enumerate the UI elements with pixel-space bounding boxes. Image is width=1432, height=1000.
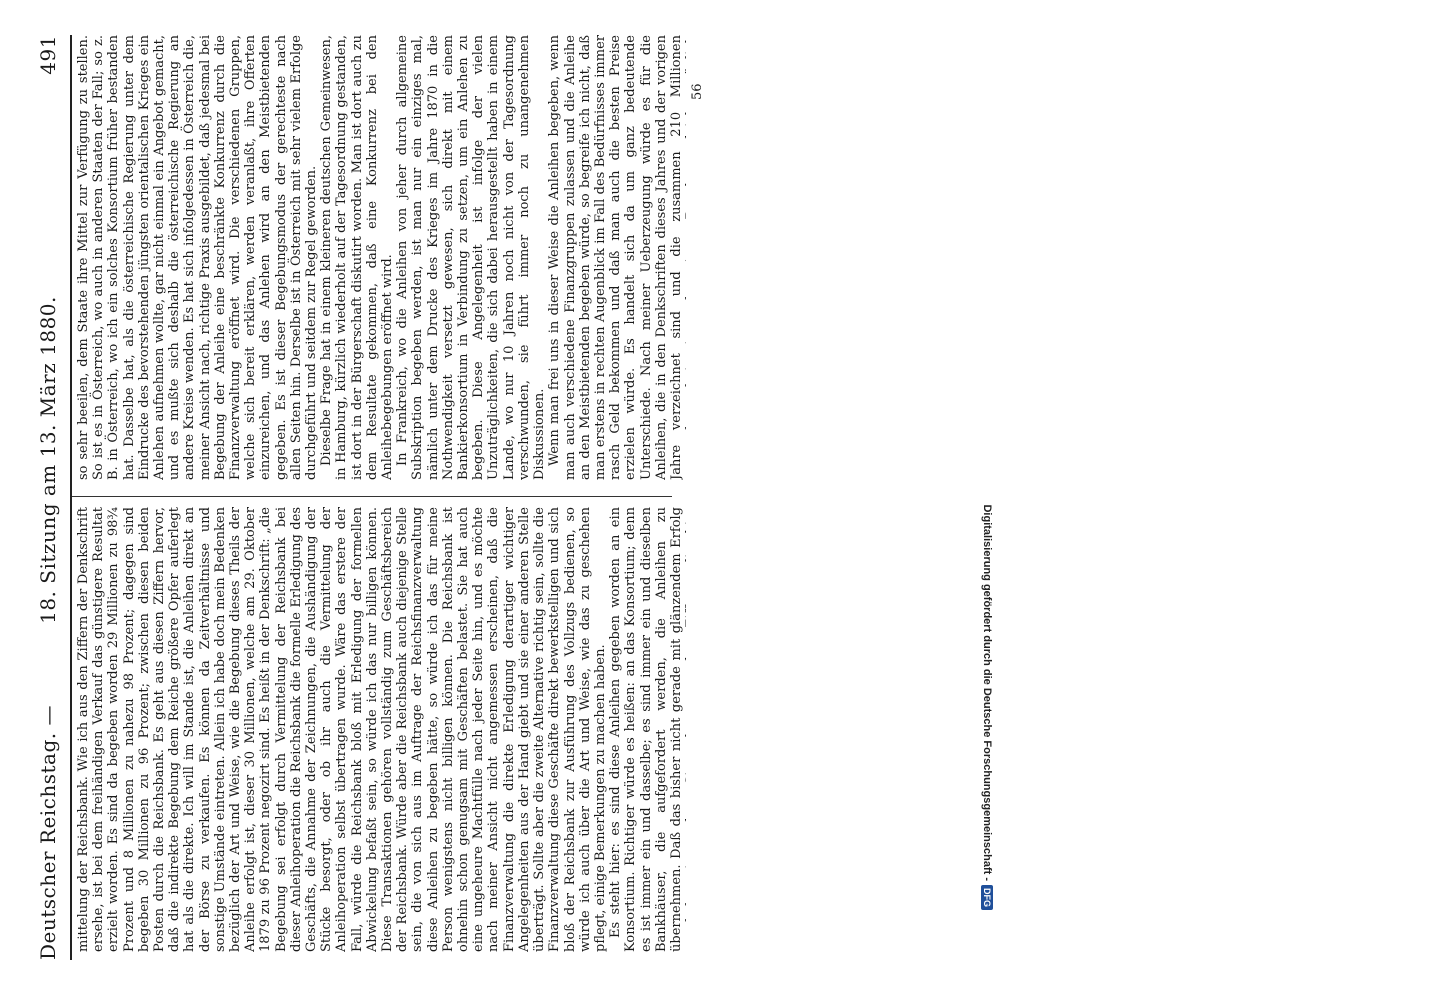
- page-number: 491: [36, 35, 60, 75]
- dfg-logo: DFG: [981, 885, 993, 910]
- page-header: [36, 35, 66, 960]
- paragraph: Wenn man frei uns in dieser Weise die Anleihen begeben, wenn man auch verschiedene Finanzgruppen zulassen und die Anleihe an den Meistbietenden begeben würde, so begreife ich nicht, daß man erstens in rechten Augenblick im Fall des Bedürfnisses immer rasch Geld bekommen und daß man auch die besten Preise erzielen würde. Es handelt sich da um ganz bedeutende Unterschiede. Nach meiner Ueberzeugung würde es für die Anleihen, die in den Denkschriften dieses Jahres und der vorigen Jahre verzeichnet sind und die zusammen 210 Millionen: [547, 35, 684, 480]
- paragraph: mittelung der Reichsbank. Wie ich aus den Ziffern der Denkschrift ersehe, ist bei dem freihändigen Verkauf das günstigere Resultat erzielt worden. Es sind da begeben worden 29 Millionen zu 98¾ Prozent und 8 Millionen zu nahezu 98 Prozent; dagegen sind begeben 30 Millionen zu 96 Prozent; zwischen diesen beiden Posten durch die Reichsbank. Es geht aus diesen Ziffern hervor, daß die indirekte Begebung dem Reiche größere Opfer auferlegt hat als die direkte. Ich will im Stande ist, die Anleihen direkt an der Börse zu verkaufen. Es können da Zeitverhältnisse und sonstige Umstände eintreten. Allein ich habe doch mein Bedenken bezüglich der Art und Weise, wie die Begebung dieses Theils der Anleihe erfolgt ist, dieser 30 Millionen, welche am 29. Oktober 1879 zu 96 Prozent negozirt sind. Es heißt in der Denkschrift: „die Begebung sei erfolgt durch Vermittelung der Reichsbank bei dieser Anleihoperation die Reichsbank die formelle Erledigung des Geschäfts, die Annahme der Zeichnungen, die Aushändigung der Stücke besorgt, oder ob ihr auch die Vermittelung der Anleihoperation selbst übertragen wurde. Wäre das erstere der Fall, würde die Reichsbank bloß mit Erledigung der formellen Abwickelung befaßt sein, so würde ich das nur billigen können. Diese Transaktionen gehören vollständig zum Geschäftsbereich der Reichsbank. Würde aber die Reichsbank auch diejenige Stelle sein, die von sich aus im Auftrage der Reichsfinanzverwaltung diese Anleihen zu begeben hätte, so würde ich das für meine Person wenigstens nicht billigen können. Die Reichsbank ist ohnehin schon genugsam mit Geschäften belastet. Sie hat auch eine ungeheure Machtfülle nach jeder Seite hin, und es möchte nach meiner Ansicht nicht angemessen erscheinen, daß die Finanzverwaltung die direkte Erledigung derartiger wichtiger Angelegenheiten aus der Hand giebt und sie einer anderen Stelle überträgt. Sollte aber die zweite Alternative richtig sein, sollte die Finanzverwaltung diese Geschäfte direkt bewerkstelligen und sich bloß der Reichsbank zur Ausführung des Vollzugs bedienen, so würde ich auch über die Art und Weise, wie das zu geschehen pflegt, einige Bemerkungen zu machen haben.: [76, 507, 608, 952]
- header-center: 18. Sitzung am 13. März 1880.: [36, 296, 60, 624]
- paragraph: Dieselbe Frage hat in einem kleineren deutschen Gemeinwesen, in Hamburg, kürzlich wiederholt auf der Tagesordnung gestanden, ist dort in der Bürgerschaft diskutirt worden. Man ist dort auch zu dem Resultate gekommen, daß eine Konkurrenz bei den Anleihebegebungen eröffnet wird.: [319, 35, 396, 480]
- column-divider: [72, 496, 672, 497]
- credit-line: [975, 0, 995, 1000]
- paragraph: In Frankreich, wo die Anleihen von jeher durch allgemeine Subskription begeben werden, ist man nur ein einziges mal, nämlich unter dem Drucke des Krieges im Jahre 1870 in die Nothwendigkeit versetzt gewesen, sich direkt mit einem Bankierkonsortium in Verbindung zu setzen, um ein Anlehen zu begeben. Diese Angelegenheit ist infolge der vielen Unzuträglichkeiten, die sich dabei herausgestellt haben in einem Lande, wo nur 10 Jahren noch nicht von der Tagesordnung verschwunden, sie führt immer noch zu unangenehmen Diskussionen.: [395, 35, 548, 480]
- header-left: Deutscher Reichstag. —: [36, 704, 60, 960]
- paragraph: so sehr beeilen, dem Staate ihre Mittel zur Verfügung zu stellen. So ist es in Österreich, wo auch in anderen Staaten der Fall; so z. B. in Österreich, wo ich ein solches Konsortium früher bestanden hat. Dasselbe hat, als die österreichische Regierung unter dem Eindrucke des bevorstehenden jüngsten orientalischen Krieges ein Anlehen aufnehmen wollte, gar nicht einmal ein Angebot gemacht, und es mußte sich deshalb die österreichische Regierung an andere Kreise wenden. Es hat sich infolgedessen in Österreich die, meiner Ansicht nach, richtige Praxis ausgebildet, daß jedesmal bei Begebung der Anleihe eine beschränkte Konkurrenz durch die Finanzverwaltung eröffnet wird. Die verschiedenen Gruppen, welche sich bereit erklären, werden veranlaßt, ihre Offerten einzureichen, und das Anlehen wird an den Meistbietenden gegeben. Es ist dieser Begebungsmodus der gerechteste nach allen Seiten hin. Derselbe ist in Österreich mit sehr vielem Erfolge durchgeführt und seitdem zur Regel geworden.: [76, 35, 320, 480]
- signature-mark: 56: [690, 83, 705, 100]
- credit-text: Digitalisierung gefördert durch die Deutsche Forschungsgemeinschaft -: [981, 504, 993, 881]
- left-column: [76, 507, 686, 952]
- right-column: [76, 35, 686, 480]
- paragraph: Es steht hier: es sind diese Anleihen gegeben worden an ein Konsortium. Richtiger würde es heißen: an das Konsortium; denn es ist immer ein und dasselbe; es sind immer ein und dieselben Bankhäuser, die aufgefordert werden, die Anleihen zu übernehmen. Daß das bisher nicht gerade mit glänzendem Erfolg: [608, 507, 684, 952]
- header-rule: [70, 35, 72, 960]
